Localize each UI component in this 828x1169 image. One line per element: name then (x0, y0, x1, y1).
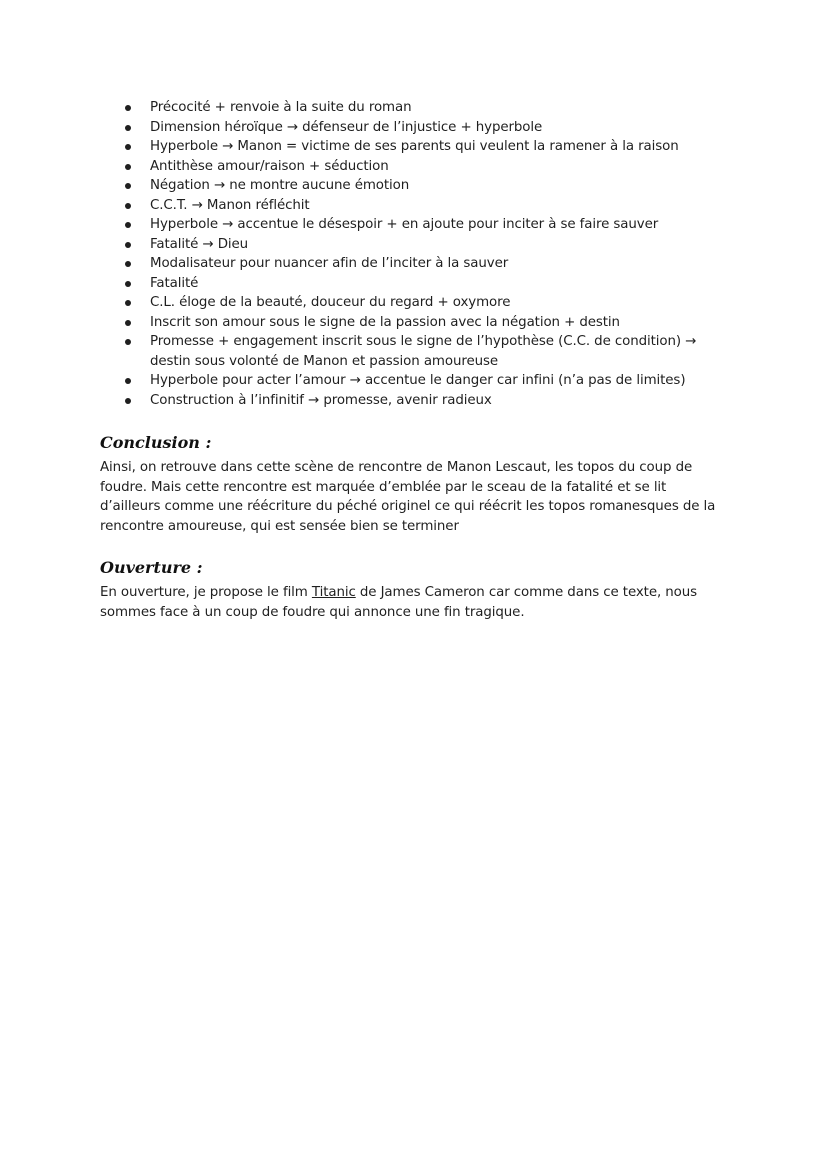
list-item: Hyperbole pour acter l’amour → accentue le danger car infini (n’a pas de limites) (100, 371, 740, 391)
list-item: Négation → ne montre aucune émotion (100, 176, 740, 196)
list-item: Antithèse amour/raison + séduction (100, 157, 740, 177)
analysis-bullet-list (100, 98, 740, 410)
list-item: Inscrit son amour sous le signe de la passion avec la négation + destin (100, 313, 740, 333)
ouverture-text-after: de James Cameron car comme dans ce texte, nous sommes face à un coup de foudre qui annonce une fin tragique. (100, 585, 698, 620)
list-item: Fatalité → Dieu (100, 235, 740, 255)
list-item: Fatalité (100, 274, 740, 294)
ouverture-text-before: En ouverture, je propose le film (100, 585, 312, 600)
list-item: Dimension héroïque → défenseur de l’injustice + hyperbole (100, 118, 740, 138)
conclusion-heading: Conclusion : (100, 433, 212, 452)
list-item: C.L. éloge de la beauté, douceur du regard + oxymore (100, 293, 740, 313)
list-item: Modalisateur pour nuancer afin de l’inciter à la sauver (100, 254, 740, 274)
list-item: Construction à l’infinitif → promesse, avenir radieux (100, 391, 740, 411)
list-item: Hyperbole → accentue le désespoir + en ajoute pour inciter à se faire sauver (100, 215, 740, 235)
conclusion-paragraph: Ainsi, on retrouve dans cette scène de rencontre de Manon Lescaut, les topos du coup de foudre. Mais cette rencontre est marquée d’emblée par le sceau de la fatalité et se lit d’ailleurs comme une réécriture du péché originel ce qui réécrit les topos romanesques de la rencontre amoureuse, qui est sensée bien se terminer (100, 460, 716, 534)
ouverture-paragraph (100, 583, 730, 622)
ouverture-heading: Ouverture : (100, 558, 203, 577)
list-item: Hyperbole → Manon = victime de ses parents qui veulent la ramener à la raison (100, 137, 740, 157)
list-item: Précocité + renvoie à la suite du roman (100, 98, 740, 118)
list-item: Promesse + engagement inscrit sous le signe de l’hypothèse (C.C. de condition) → destin sous volonté de Manon et passion amoureuse (100, 332, 740, 371)
film-title-link[interactable]: Titanic (311, 585, 356, 600)
list-item: C.C.T. → Manon réfléchit (100, 196, 740, 216)
